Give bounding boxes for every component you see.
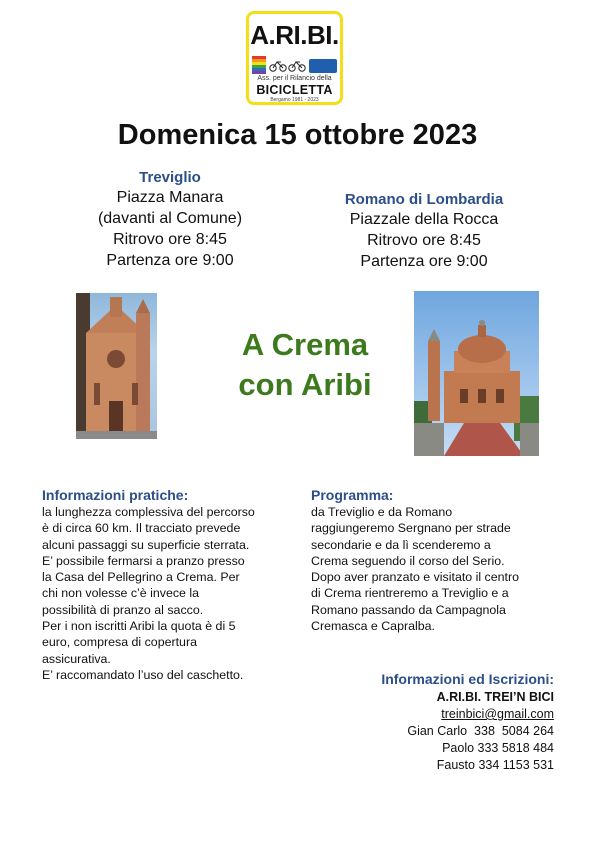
meeting-line: Partenza ore 9:00 [360, 253, 488, 270]
event-date-title: Domenica 15 ottobre 2023 [117, 119, 478, 151]
contact-phone: Fausto 334 1153 531 [436, 758, 554, 772]
practical-info-title: Informazioni pratiche: [42, 487, 189, 503]
contacts-section [314, 670, 554, 774]
meeting-line: Ritrovo ore 8:45 [113, 231, 227, 248]
practical-info-line: E’ raccomandato l’uso del caschetto. [42, 667, 244, 682]
program-line: Crema seguendo il corso del Serio. [311, 553, 505, 568]
contact-phone: Paolo 333 5818 484 [442, 741, 554, 755]
meeting-point-treviglio [80, 168, 260, 271]
program-line: di Crema rientreremo a Treviglio e a [311, 586, 509, 601]
practical-info-line: euro, compresa di copertura [42, 635, 197, 650]
headline-line-2: con Aribi [238, 367, 372, 402]
logo-years: Bergamo 1981 - 2023 [270, 97, 319, 103]
meeting-line: (davanti al Comune) [97, 210, 243, 227]
practical-info-line: possibilità di pranzo al sacco. [42, 602, 204, 617]
town-name: Romano di Lombardia [344, 191, 504, 208]
meeting-line: Ritrovo ore 8:45 [367, 232, 481, 249]
logo-association: Ass. per il Rilancio della [257, 75, 332, 82]
sponsor-badge-icon [309, 59, 337, 73]
headline-line-1: A Crema [241, 327, 369, 362]
program-line: da Treviglio e da Romano [311, 505, 453, 519]
practical-info-line: la Casa del Pellegrino a Crema. Per [42, 570, 240, 585]
practical-info-line: è di circa 60 km. Il tracciato prevede [42, 521, 241, 536]
practical-info-line: alcuni passaggi su superficie sterrata. [42, 537, 250, 552]
logo-title: A.RI.BI. [250, 20, 339, 50]
practical-info-line: la lunghezza complessiva del percorso [42, 505, 255, 519]
crema-basilica-photo [414, 291, 539, 456]
practical-info-line: E’ possibile fermarsi a pranzo presso [42, 553, 245, 568]
meeting-line: Partenza ore 9:00 [106, 252, 234, 269]
practical-info-line: chi non volesse c’è invece la [42, 586, 200, 601]
meeting-line: Piazzale della Rocca [349, 211, 499, 228]
aribi-logo [246, 11, 343, 105]
program-line: secondarie e da lì scenderemo a [311, 537, 491, 552]
logo-stripe-purple [252, 71, 266, 74]
meeting-line: Piazza Manara [116, 189, 224, 206]
program-line: raggiungeremo Sergnano per strade [311, 521, 511, 536]
practical-info-section [42, 486, 292, 683]
treviglio-church-photo [76, 293, 157, 439]
practical-info-line: assicurativa. [42, 651, 111, 666]
program-line: Dopo aver pranzato e visitato il centro [311, 570, 519, 585]
organizer-name: A.RI.BI. TREI’N BICI [436, 690, 554, 704]
bicycle-icon [269, 58, 307, 75]
contact-phone: Gian Carlo 338 5084 264 [407, 724, 554, 738]
town-name: Treviglio [139, 169, 201, 186]
practical-info-line: Per i non iscritti Aribi la quota è di 5 [42, 619, 236, 634]
headline [200, 325, 410, 405]
logo-bicicletta: BICICLETTA [256, 83, 333, 97]
program-line: Cremasca e Capralba. [311, 619, 435, 634]
program-title: Programma: [311, 487, 394, 503]
meeting-point-romano [314, 190, 534, 272]
program-section [311, 486, 561, 634]
program-line: Romano passando da Campagnola [311, 602, 506, 617]
email-link[interactable]: treinbici@gmail.com [441, 707, 554, 721]
contacts-title: Informazioni ed Iscrizioni: [381, 671, 554, 687]
